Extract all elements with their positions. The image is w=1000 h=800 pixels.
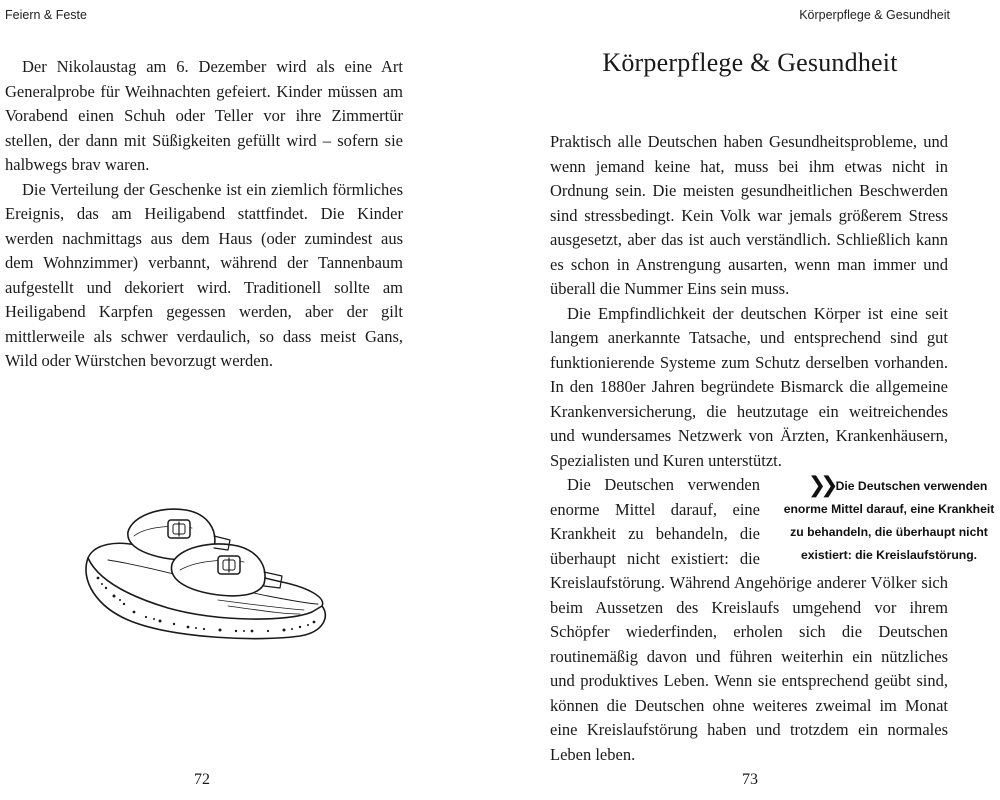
paragraph-gesundheitsprobleme: Praktisch alle Deutschen haben Gesundheitsprobleme, und wenn jemand keine hat, muss bei ihm etwas nicht in Ordnung sein. Die meisten gesundheitlichen Beschwerden sind stressbedingt. Kein Volk war jemals größerem Stress ausgesetzt, aber das ist auch verständlich. Schließlich kann es schon in Anstrengung ausarten, wenn man immer und überall die Nummer Eins sein muss. <box>550 132 948 298</box>
paragraph-rest: enorme Mittel darauf, eine Krankheit zu behandeln, die überhaupt nicht existiert: die Kreislaufstörung. Während Angehörige anderer Völker sich beim Aussetzen des Kreislaufs umgehend vor ihrem Schöpfer wiederfinden, erholen sich die Deutschen routinemäßig davon und führen weiterhin ein nützliches und produktives Leben. Wenn sie entsprechend geübt sind, können die Deutschen ohne weiteres zweimal im Monat eine Kreislaufstörung haben und trotzdem ein normales Leben leben. <box>550 499 948 764</box>
right-page <box>500 0 1000 800</box>
sandal-illustration <box>68 500 338 650</box>
left-body-text <box>5 55 403 374</box>
paragraph-lead: Die Deutschen verwenden <box>567 475 760 494</box>
pull-quote-text: Die Deutschen verwenden enorme Mittel darauf, eine Krankheit zu behandeln, die überhaupt nicht existiert: die Kreislaufstörung. <box>783 479 995 562</box>
page-number-right: 73 <box>742 771 758 788</box>
paragraph-nikolaustag: Der Nikolaustag am 6. Dezember wird als eine Art Generalprobe für Weihnachten gefeiert. Kinder müssen am Vorabend einen Schuh oder Teller vor ihre Zimmertür stellen, der dann mit Süßigkeiten gefüllt wird – sofern sie halbwegs brav waren. <box>5 57 403 174</box>
double-chevron-icon: ❯❯ <box>807 472 833 497</box>
running-head-left: Feiern & Feste <box>5 8 87 22</box>
pull-quote <box>778 473 1000 567</box>
right-body-text <box>550 130 995 767</box>
chapter-title: Körperpflege & Gesundheit <box>602 48 898 77</box>
running-head-right: Körperpflege & Gesundheit <box>799 8 950 22</box>
page-number-left: 72 <box>194 771 210 788</box>
paragraph-kreislaufstoerung <box>550 472 995 767</box>
paragraph-empfindlichkeit: Die Empfindlichkeit der deutschen Körper ist eine seit langem anerkannte Tatsache, und entsprechend sind gut funktionierende Systeme zum Schutz derselben vorhanden. In den 1880er Jahren begründete Bismarck die allgemeine Krankenversicherung, die heutzutage ein weitreichendes und wundersames Netzwerk von Ärzten, Krankenhäusern, Spezialisten und Kuren unterstützt. <box>550 303 948 470</box>
paragraph-geschenke: Die Verteilung der Geschenke ist ein ziemlich förmliches Ereignis, das am Heiligabend stattfindet. Die Kinder werden nachmittags aus dem Haus (oder zumindest aus dem Wohnzimmer) verbannt, während der Tannenbaum aufgestellt und dekoriert wird. Traditionell sollte am Heiligabend Karpfen gegessen werden, aber der gilt mittlerweile als schwer verdaulich, so dass meist Gans, Wild oder Würstchen bevorzugt werden. <box>5 179 403 370</box>
